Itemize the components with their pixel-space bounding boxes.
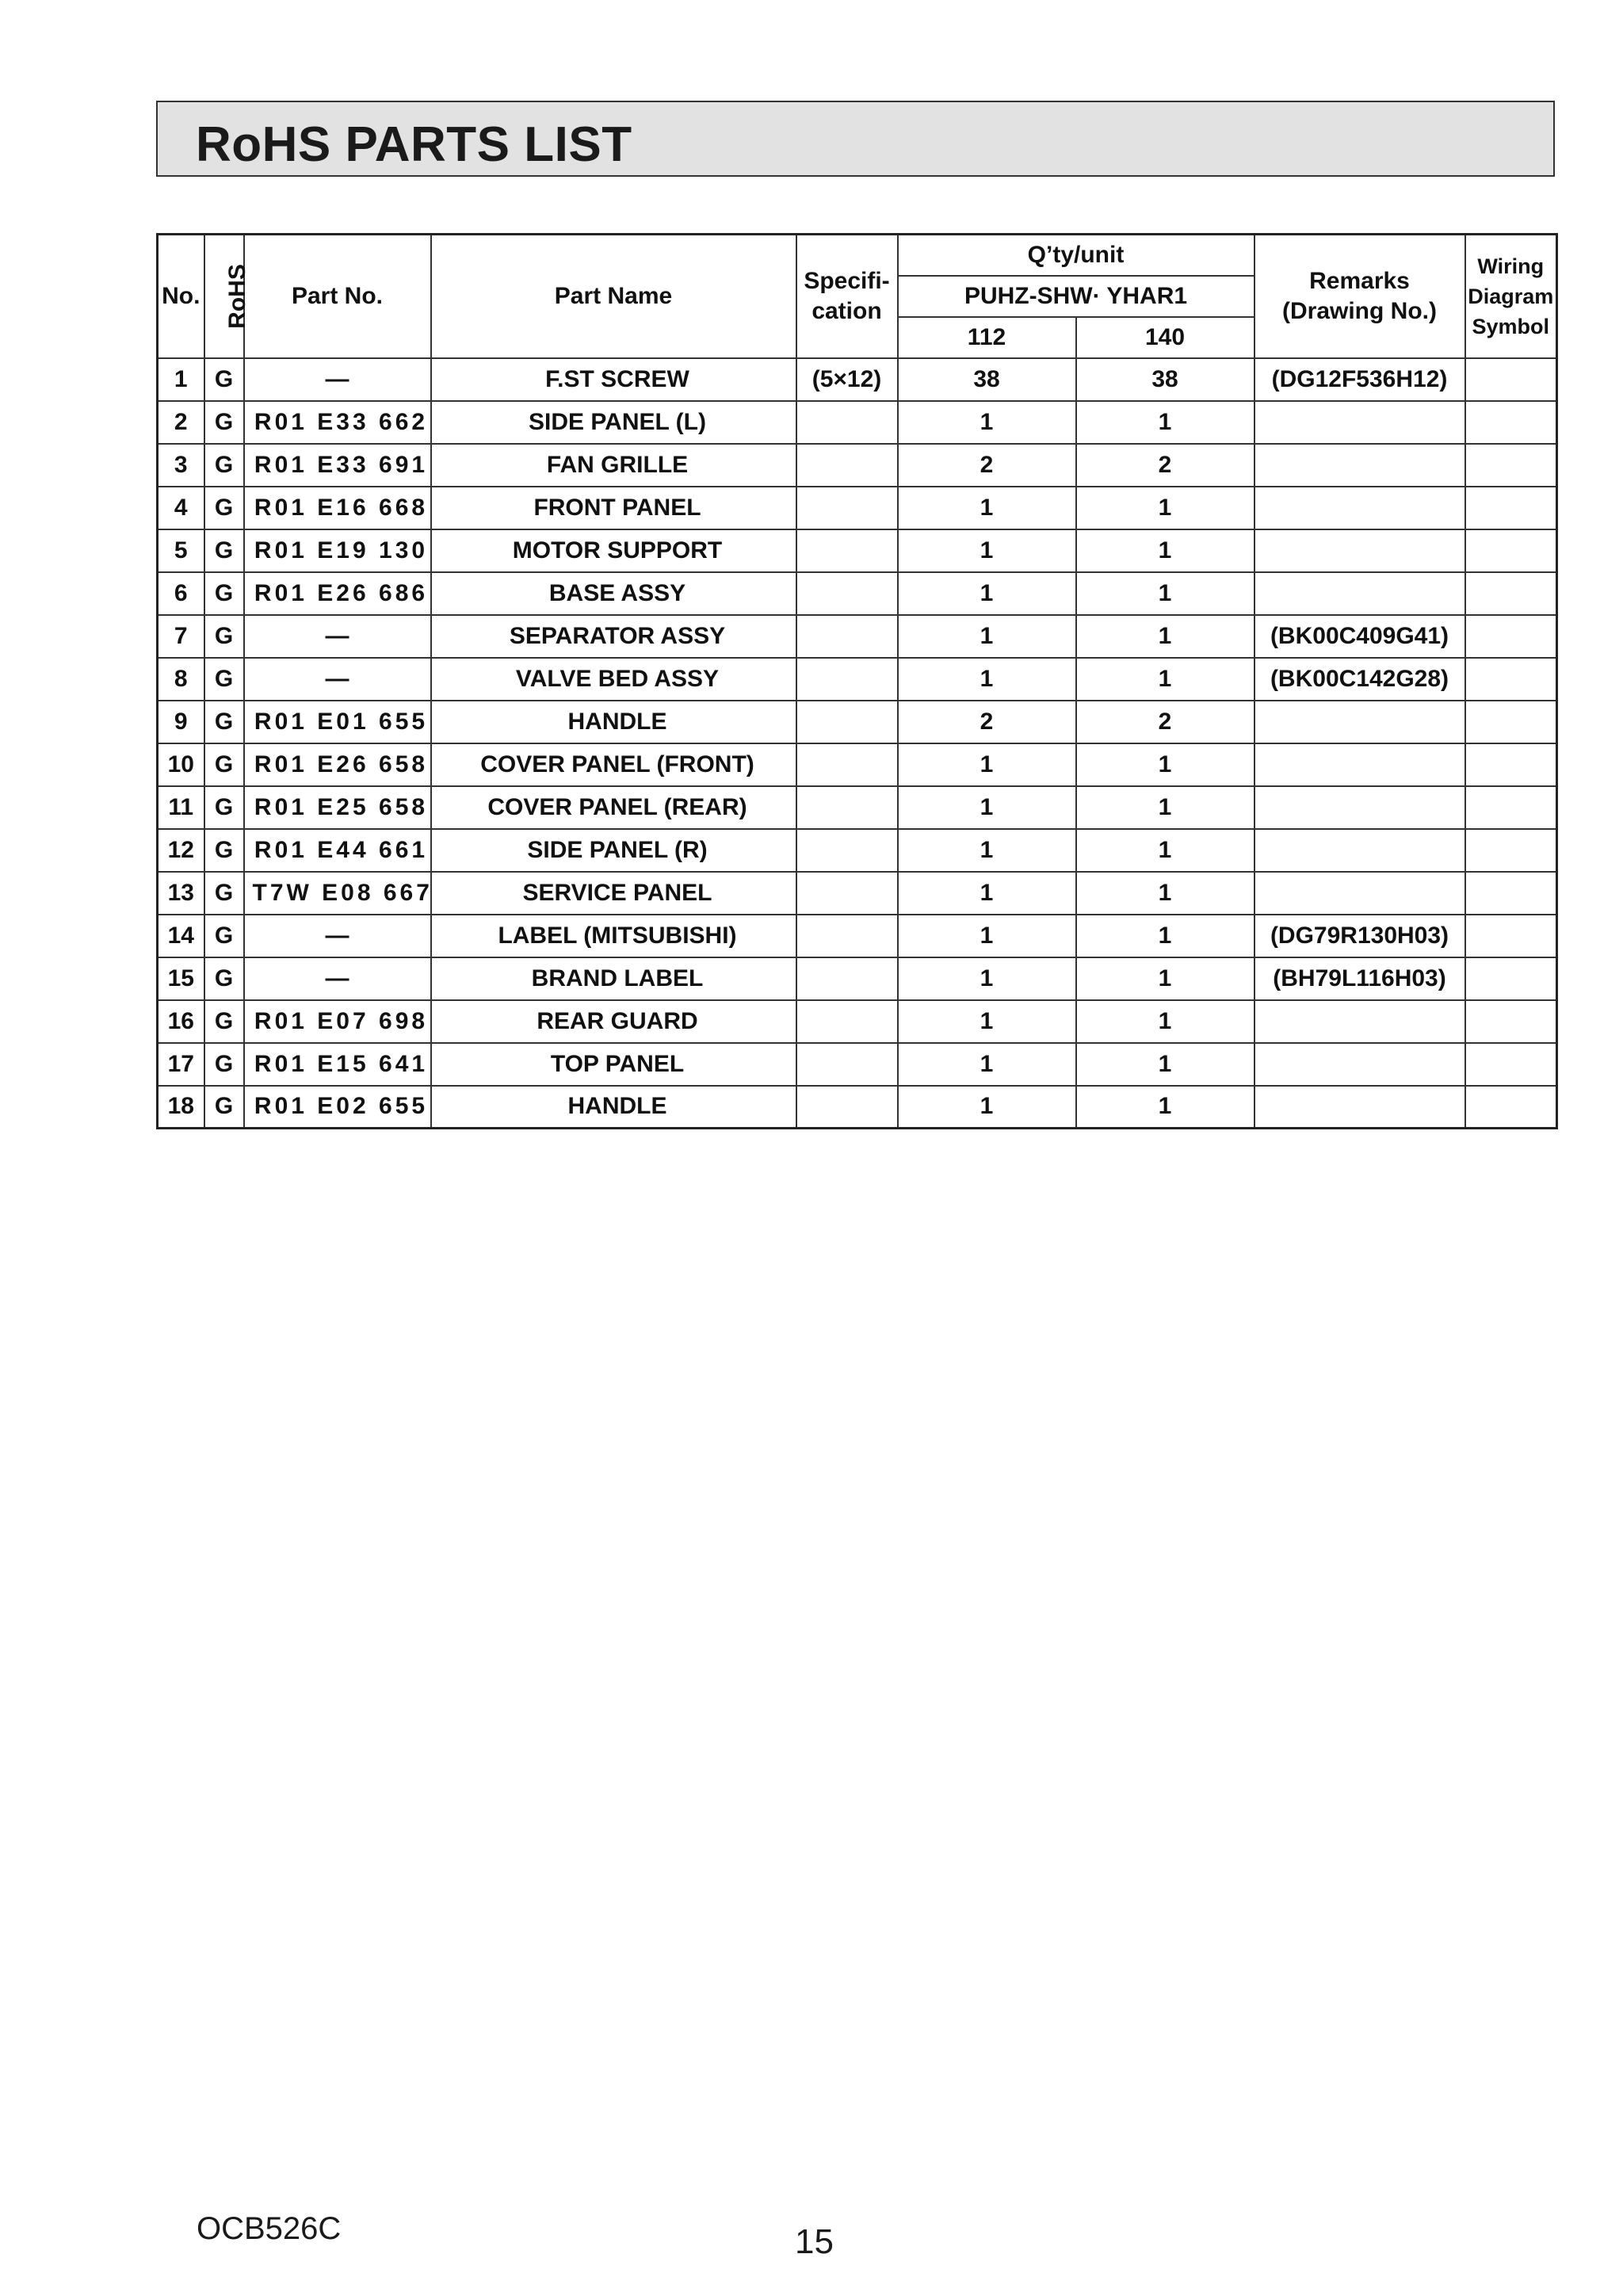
cell-part-no: R01 E19 130 <box>244 529 431 572</box>
cell-remarks <box>1254 829 1465 872</box>
cell-part-no: R01 E15 641 <box>244 1043 431 1086</box>
cell-specification <box>796 1043 898 1086</box>
cell-rohs: G <box>204 444 244 487</box>
cell-specification <box>796 743 898 786</box>
table-row <box>158 358 1557 401</box>
cell-wiring-symbol <box>1465 615 1557 658</box>
cell-wiring-symbol <box>1465 444 1557 487</box>
page-title: RoHS PARTS LIST <box>196 117 632 172</box>
cell-part-no: R01 E33 691 <box>244 444 431 487</box>
cell-qty-140: 1 <box>1076 1086 1254 1129</box>
cell-qty-140: 1 <box>1076 1000 1254 1043</box>
cell-qty-140: 1 <box>1076 1043 1254 1086</box>
cell-part-name: FAN GRILLE <box>431 444 796 487</box>
cell-remarks <box>1254 1000 1465 1043</box>
cell-no: 8 <box>158 658 204 701</box>
cell-qty-140: 38 <box>1076 358 1254 401</box>
cell-remarks <box>1254 743 1465 786</box>
cell-qty-140: 1 <box>1076 743 1254 786</box>
cell-wiring-symbol <box>1465 786 1557 829</box>
table-row <box>158 743 1557 786</box>
cell-rohs: G <box>204 658 244 701</box>
cell-part-name: COVER PANEL (FRONT) <box>431 743 796 786</box>
cell-qty-140: 2 <box>1076 701 1254 743</box>
cell-specification <box>796 615 898 658</box>
cell-rohs: G <box>204 786 244 829</box>
cell-qty-140: 1 <box>1076 658 1254 701</box>
cell-qty-112: 1 <box>898 658 1076 701</box>
cell-no: 4 <box>158 487 204 529</box>
cell-qty-140: 1 <box>1076 786 1254 829</box>
cell-qty-112: 1 <box>898 401 1076 444</box>
table-row <box>158 1000 1557 1043</box>
cell-qty-140: 1 <box>1076 487 1254 529</box>
cell-rohs: G <box>204 743 244 786</box>
cell-remarks <box>1254 401 1465 444</box>
table-row <box>158 529 1557 572</box>
cell-specification <box>796 658 898 701</box>
table-row <box>158 444 1557 487</box>
cell-rohs: G <box>204 358 244 401</box>
cell-qty-112: 1 <box>898 829 1076 872</box>
cell-no: 6 <box>158 572 204 615</box>
cell-specification <box>796 401 898 444</box>
cell-qty-112: 2 <box>898 444 1076 487</box>
cell-rohs: G <box>204 1043 244 1086</box>
cell-remarks: (BK00C409G41) <box>1254 615 1465 658</box>
cell-qty-112: 1 <box>898 1000 1076 1043</box>
cell-part-no: R01 E02 655 <box>244 1086 431 1129</box>
cell-part-name: SIDE PANEL (L) <box>431 401 796 444</box>
cell-part-no: R01 E44 661 <box>244 829 431 872</box>
table-row <box>158 401 1557 444</box>
cell-part-name: BRAND LABEL <box>431 957 796 1000</box>
cell-no: 1 <box>158 358 204 401</box>
cell-qty-140: 2 <box>1076 444 1254 487</box>
cell-specification <box>796 786 898 829</box>
cell-no: 12 <box>158 829 204 872</box>
header-qty-112: 112 <box>898 317 1076 358</box>
cell-specification <box>796 872 898 915</box>
cell-qty-112: 1 <box>898 572 1076 615</box>
cell-remarks: (DG12F536H12) <box>1254 358 1465 401</box>
cell-no: 15 <box>158 957 204 1000</box>
table-row <box>158 829 1557 872</box>
cell-no: 9 <box>158 701 204 743</box>
cell-part-no: R01 E26 686 <box>244 572 431 615</box>
cell-qty-112: 1 <box>898 487 1076 529</box>
cell-remarks <box>1254 786 1465 829</box>
cell-qty-140: 1 <box>1076 615 1254 658</box>
cell-qty-112: 1 <box>898 915 1076 957</box>
cell-specification <box>796 487 898 529</box>
cell-part-no: T7W E08 667 <box>244 872 431 915</box>
cell-rohs: G <box>204 829 244 872</box>
table-body <box>158 358 1557 1129</box>
header-no: No. <box>158 235 204 358</box>
header-remarks: Remarks (Drawing No.) <box>1254 235 1465 358</box>
table-row <box>158 701 1557 743</box>
table-row <box>158 487 1557 529</box>
cell-part-no: R01 E33 662 <box>244 401 431 444</box>
cell-no: 14 <box>158 915 204 957</box>
cell-no: 5 <box>158 529 204 572</box>
cell-qty-140: 1 <box>1076 529 1254 572</box>
cell-no: 18 <box>158 1086 204 1129</box>
cell-qty-112: 1 <box>898 615 1076 658</box>
cell-no: 10 <box>158 743 204 786</box>
table-row <box>158 786 1557 829</box>
cell-specification <box>796 444 898 487</box>
cell-part-no: R01 E26 658 <box>244 743 431 786</box>
cell-qty-112: 2 <box>898 701 1076 743</box>
cell-remarks <box>1254 487 1465 529</box>
cell-qty-112: 1 <box>898 957 1076 1000</box>
table-row <box>158 572 1557 615</box>
cell-rohs: G <box>204 487 244 529</box>
cell-no: 7 <box>158 615 204 658</box>
header-wiring-diagram-symbol: Wiring Diagram Symbol <box>1465 235 1557 358</box>
cell-part-name: FRONT PANEL <box>431 487 796 529</box>
cell-part-no: R01 E16 668 <box>244 487 431 529</box>
cell-specification <box>796 572 898 615</box>
cell-part-no: R01 E07 698 <box>244 1000 431 1043</box>
cell-part-name: SERVICE PANEL <box>431 872 796 915</box>
cell-qty-140: 1 <box>1076 957 1254 1000</box>
cell-part-name: LABEL (MITSUBISHI) <box>431 915 796 957</box>
cell-part-no: R01 E25 658 <box>244 786 431 829</box>
cell-remarks <box>1254 529 1465 572</box>
document-code: OCB526C <box>197 2211 342 2246</box>
cell-rohs: G <box>204 957 244 1000</box>
cell-remarks <box>1254 1043 1465 1086</box>
cell-rohs: G <box>204 915 244 957</box>
cell-part-name: REAR GUARD <box>431 1000 796 1043</box>
cell-remarks: (BH79L116H03) <box>1254 957 1465 1000</box>
cell-remarks: (DG79R130H03) <box>1254 915 1465 957</box>
cell-wiring-symbol <box>1465 401 1557 444</box>
cell-qty-112: 38 <box>898 358 1076 401</box>
cell-wiring-symbol <box>1465 487 1557 529</box>
cell-part-name: VALVE BED ASSY <box>431 658 796 701</box>
cell-rohs: G <box>204 701 244 743</box>
cell-no: 2 <box>158 401 204 444</box>
cell-part-no: — <box>244 358 431 401</box>
table-row <box>158 957 1557 1000</box>
cell-wiring-symbol <box>1465 957 1557 1000</box>
cell-part-name: HANDLE <box>431 1086 796 1129</box>
cell-remarks <box>1254 701 1465 743</box>
cell-wiring-symbol <box>1465 529 1557 572</box>
page-number: 15 <box>795 2222 834 2261</box>
cell-specification <box>796 1086 898 1129</box>
cell-part-name: SIDE PANEL (R) <box>431 829 796 872</box>
cell-wiring-symbol <box>1465 658 1557 701</box>
cell-part-no: R01 E01 655 <box>244 701 431 743</box>
cell-rohs: G <box>204 529 244 572</box>
cell-wiring-symbol <box>1465 358 1557 401</box>
cell-rohs: G <box>204 572 244 615</box>
table-row <box>158 872 1557 915</box>
table-row <box>158 915 1557 957</box>
cell-wiring-symbol <box>1465 1043 1557 1086</box>
cell-specification <box>796 1000 898 1043</box>
table-row <box>158 615 1557 658</box>
cell-qty-112: 1 <box>898 786 1076 829</box>
table-row <box>158 658 1557 701</box>
cell-qty-112: 1 <box>898 1043 1076 1086</box>
cell-part-name: BASE ASSY <box>431 572 796 615</box>
cell-part-name: HANDLE <box>431 701 796 743</box>
header-qty-140: 140 <box>1076 317 1254 358</box>
cell-specification <box>796 829 898 872</box>
header-part-name: Part Name <box>431 235 796 358</box>
cell-qty-112: 1 <box>898 1086 1076 1129</box>
cell-remarks <box>1254 572 1465 615</box>
cell-part-no: — <box>244 957 431 1000</box>
cell-no: 16 <box>158 1000 204 1043</box>
cell-part-name: TOP PANEL <box>431 1043 796 1086</box>
page-title-banner <box>156 101 1555 177</box>
parts-table <box>156 233 1558 1129</box>
cell-specification <box>796 957 898 1000</box>
cell-rohs: G <box>204 401 244 444</box>
cell-wiring-symbol <box>1465 872 1557 915</box>
cell-part-no: — <box>244 615 431 658</box>
cell-part-no: — <box>244 915 431 957</box>
cell-rohs: G <box>204 1000 244 1043</box>
cell-qty-112: 1 <box>898 529 1076 572</box>
cell-qty-140: 1 <box>1076 829 1254 872</box>
header-rohs <box>204 235 250 358</box>
cell-no: 13 <box>158 872 204 915</box>
cell-part-name: COVER PANEL (REAR) <box>431 786 796 829</box>
header-specification: Specifi- cation <box>796 235 898 358</box>
cell-qty-112: 1 <box>898 872 1076 915</box>
cell-wiring-symbol <box>1465 743 1557 786</box>
cell-qty-140: 1 <box>1076 572 1254 615</box>
cell-rohs: G <box>204 615 244 658</box>
table-header <box>158 235 1557 358</box>
cell-part-no: — <box>244 658 431 701</box>
cell-wiring-symbol <box>1465 572 1557 615</box>
cell-rohs: G <box>204 872 244 915</box>
cell-part-name: F.ST SCREW <box>431 358 796 401</box>
cell-wiring-symbol <box>1465 829 1557 872</box>
cell-qty-140: 1 <box>1076 872 1254 915</box>
cell-qty-112: 1 <box>898 743 1076 786</box>
header-part-no: Part No. <box>244 235 431 358</box>
cell-no: 17 <box>158 1043 204 1086</box>
cell-remarks <box>1254 872 1465 915</box>
cell-qty-140: 1 <box>1076 915 1254 957</box>
header-model: PUHZ-SHW· YHAR1 <box>898 276 1254 317</box>
table-row <box>158 1086 1557 1129</box>
cell-wiring-symbol <box>1465 915 1557 957</box>
cell-part-name: SEPARATOR ASSY <box>431 615 796 658</box>
cell-wiring-symbol <box>1465 1086 1557 1129</box>
cell-specification: (5×12) <box>796 358 898 401</box>
cell-specification <box>796 915 898 957</box>
header-qty-unit: Q’ty/unit <box>898 235 1254 276</box>
cell-part-name: MOTOR SUPPORT <box>431 529 796 572</box>
cell-no: 11 <box>158 786 204 829</box>
cell-remarks <box>1254 1086 1465 1129</box>
cell-specification <box>796 701 898 743</box>
table-row <box>158 1043 1557 1086</box>
cell-remarks <box>1254 444 1465 487</box>
cell-remarks: (BK00C142G28) <box>1254 658 1465 701</box>
cell-specification <box>796 529 898 572</box>
cell-qty-140: 1 <box>1076 401 1254 444</box>
cell-rohs: G <box>204 1086 244 1129</box>
cell-wiring-symbol <box>1465 1000 1557 1043</box>
cell-no: 3 <box>158 444 204 487</box>
cell-wiring-symbol <box>1465 701 1557 743</box>
header-rohs-label: RoHS <box>223 263 250 329</box>
